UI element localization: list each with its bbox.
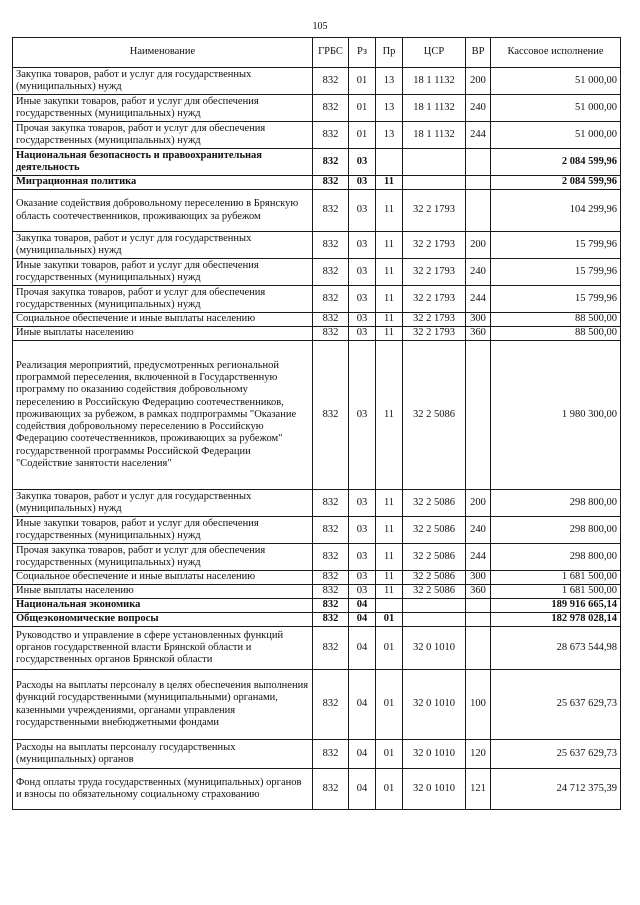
- cell-sum: 298 800,00: [491, 490, 621, 517]
- cell-pr: [376, 599, 403, 613]
- cell-sum: 2 084 599,96: [491, 176, 621, 190]
- cell-csr: 32 0 1010: [403, 627, 466, 670]
- cell-sum: 88 500,00: [491, 313, 621, 327]
- cell-pr: 11: [376, 544, 403, 571]
- cell-name: Оказание содействия добровольному переселению в Брянскую область соотечественников, проживающих за рубежом: [13, 190, 313, 232]
- cell-pr: 01: [376, 670, 403, 740]
- cell-sum: 25 637 629,73: [491, 670, 621, 740]
- cell-grbs: 832: [313, 585, 349, 599]
- cell-grbs: 832: [313, 286, 349, 313]
- header-name: Наименование: [13, 38, 313, 68]
- cell-rz: 03: [349, 544, 376, 571]
- cell-pr: 01: [376, 627, 403, 670]
- cell-pr: 01: [376, 769, 403, 810]
- cell-name: Закупка товаров, работ и услуг для государственных (муниципальных) нужд: [13, 68, 313, 95]
- cell-name: Прочая закупка товаров, работ и услуг для обеспечения государственных (муниципальных) нужд: [13, 122, 313, 149]
- table-row: [13, 259, 621, 286]
- cell-csr: 32 2 5086: [403, 585, 466, 599]
- cell-csr: 32 0 1010: [403, 670, 466, 740]
- cell-sum: 104 299,96: [491, 190, 621, 232]
- cell-sum: 25 637 629,73: [491, 740, 621, 769]
- table-row: [13, 327, 621, 341]
- cell-name: Расходы на выплаты персоналу государственных (муниципальных) органов: [13, 740, 313, 769]
- cell-vr: 244: [466, 286, 491, 313]
- cell-sum: 15 799,96: [491, 232, 621, 259]
- cell-sum: 51 000,00: [491, 95, 621, 122]
- cell-rz: 04: [349, 740, 376, 769]
- cell-rz: 03: [349, 190, 376, 232]
- cell-grbs: 832: [313, 341, 349, 490]
- cell-csr: 32 2 1793: [403, 313, 466, 327]
- cell-pr: 11: [376, 232, 403, 259]
- table-header-row: [13, 38, 621, 68]
- cell-sum: 1 681 500,00: [491, 571, 621, 585]
- cell-vr: 240: [466, 517, 491, 544]
- cell-vr: [466, 613, 491, 627]
- cell-grbs: 832: [313, 571, 349, 585]
- cell-pr: 11: [376, 341, 403, 490]
- cell-csr: 32 2 5086: [403, 571, 466, 585]
- cell-csr: 32 2 1793: [403, 232, 466, 259]
- table-row: [13, 341, 621, 490]
- cell-name: Реализация мероприятий, предусмотренных региональной программой переселения, включенной в Государственную программу по оказанию содействия добровольному переселению в Российскую Федерацию соотечественников, проживающих за рубежом, в рамках подпрограммы "Оказание содействия добровольному переселению в Российскую Федерацию соотечественников, проживающих за рубежом" государственной программы Российской Федерации "Содействие занятости населения": [13, 341, 313, 490]
- cell-pr: 11: [376, 571, 403, 585]
- cell-name: Прочая закупка товаров, работ и услуг для обеспечения государственных (муниципальных) нужд: [13, 286, 313, 313]
- header-grbs: ГРБС: [313, 38, 349, 68]
- header-vr: ВР: [466, 38, 491, 68]
- cell-name: Иные закупки товаров, работ и услуг для обеспечения государственных (муниципальных) нужд: [13, 259, 313, 286]
- cell-vr: 300: [466, 571, 491, 585]
- table-row: [13, 544, 621, 571]
- table-row: [13, 740, 621, 769]
- cell-grbs: 832: [313, 544, 349, 571]
- cell-grbs: 832: [313, 176, 349, 190]
- cell-grbs: 832: [313, 232, 349, 259]
- cell-sum: 28 673 544,98: [491, 627, 621, 670]
- cell-name: Фонд оплаты труда государственных (муниципальных) органов и взносы по обязательному социальному страхованию: [13, 769, 313, 810]
- cell-vr: [466, 627, 491, 670]
- table-row: [13, 769, 621, 810]
- cell-pr: 11: [376, 490, 403, 517]
- cell-vr: 300: [466, 313, 491, 327]
- cell-grbs: 832: [313, 627, 349, 670]
- cell-vr: [466, 341, 491, 490]
- cell-sum: 1 681 500,00: [491, 585, 621, 599]
- cell-pr: 11: [376, 190, 403, 232]
- cell-pr: 13: [376, 122, 403, 149]
- cell-sum: 182 978 028,14: [491, 613, 621, 627]
- header-sum: Кассовое исполнение: [491, 38, 621, 68]
- cell-rz: 03: [349, 259, 376, 286]
- table-row: [13, 599, 621, 613]
- cell-rz: 03: [349, 313, 376, 327]
- cell-vr: 240: [466, 95, 491, 122]
- cell-csr: 32 2 5086: [403, 490, 466, 517]
- cell-grbs: 832: [313, 769, 349, 810]
- cell-rz: 03: [349, 517, 376, 544]
- cell-name: Расходы на выплаты персоналу в целях обеспечения выполнения функций государственными (муниципальными) органами, казенными учреждениями, органами управления государственными внебюджетными фондами: [13, 670, 313, 740]
- cell-rz: 03: [349, 490, 376, 517]
- cell-rz: 04: [349, 670, 376, 740]
- cell-csr: 32 2 1793: [403, 327, 466, 341]
- cell-sum: 15 799,96: [491, 259, 621, 286]
- cell-sum: 2 084 599,96: [491, 149, 621, 176]
- cell-csr: 32 0 1010: [403, 769, 466, 810]
- cell-vr: [466, 149, 491, 176]
- cell-grbs: 832: [313, 190, 349, 232]
- cell-vr: [466, 190, 491, 232]
- table-body: [13, 68, 621, 810]
- cell-rz: 03: [349, 176, 376, 190]
- cell-rz: 04: [349, 599, 376, 613]
- cell-vr: [466, 599, 491, 613]
- cell-name: Общеэкономические вопросы: [13, 613, 313, 627]
- table-row: [13, 313, 621, 327]
- cell-pr: 11: [376, 259, 403, 286]
- cell-pr: 11: [376, 286, 403, 313]
- cell-pr: 11: [376, 517, 403, 544]
- cell-name: Иные закупки товаров, работ и услуг для обеспечения государственных (муниципальных) нужд: [13, 517, 313, 544]
- table-row: [13, 585, 621, 599]
- cell-name: Социальное обеспечение и иные выплаты населению: [13, 313, 313, 327]
- table-row: [13, 176, 621, 190]
- header-rz: Рз: [349, 38, 376, 68]
- cell-csr: 32 0 1010: [403, 740, 466, 769]
- cell-rz: 04: [349, 613, 376, 627]
- cell-vr: 200: [466, 68, 491, 95]
- cell-csr: 32 2 1793: [403, 286, 466, 313]
- cell-name: Руководство и управление в сфере установленных функций органов государственной власти Брянской области и государственных органов Брянской области: [13, 627, 313, 670]
- cell-name: Национальная экономика: [13, 599, 313, 613]
- cell-grbs: 832: [313, 599, 349, 613]
- cell-grbs: 832: [313, 517, 349, 544]
- cell-csr: 18 1 1132: [403, 95, 466, 122]
- cell-sum: 88 500,00: [491, 327, 621, 341]
- cell-csr: [403, 149, 466, 176]
- cell-rz: 03: [349, 571, 376, 585]
- cell-pr: 01: [376, 740, 403, 769]
- cell-grbs: 832: [313, 122, 349, 149]
- cell-sum: 1 980 300,00: [491, 341, 621, 490]
- cell-grbs: 832: [313, 149, 349, 176]
- cell-vr: 121: [466, 769, 491, 810]
- header-pr: Пр: [376, 38, 403, 68]
- cell-csr: 32 2 1793: [403, 259, 466, 286]
- cell-vr: 244: [466, 122, 491, 149]
- cell-rz: 03: [349, 232, 376, 259]
- cell-grbs: 832: [313, 313, 349, 327]
- table-row: [13, 286, 621, 313]
- cell-name: Иные выплаты населению: [13, 327, 313, 341]
- cell-rz: 03: [349, 585, 376, 599]
- table-row: [13, 670, 621, 740]
- cell-sum: 189 916 665,14: [491, 599, 621, 613]
- cell-vr: [466, 176, 491, 190]
- table-row: [13, 122, 621, 149]
- cell-sum: 298 800,00: [491, 544, 621, 571]
- cell-csr: 32 2 5086: [403, 544, 466, 571]
- cell-pr: [376, 149, 403, 176]
- table-row: [13, 517, 621, 544]
- table-row: [13, 627, 621, 670]
- table-row: [13, 95, 621, 122]
- cell-rz: 03: [349, 341, 376, 490]
- cell-csr: 32 2 1793: [403, 190, 466, 232]
- cell-vr: 200: [466, 490, 491, 517]
- table-row: [13, 232, 621, 259]
- cell-rz: 04: [349, 769, 376, 810]
- cell-grbs: 832: [313, 740, 349, 769]
- cell-sum: 15 799,96: [491, 286, 621, 313]
- table-row: [13, 149, 621, 176]
- cell-sum: 298 800,00: [491, 517, 621, 544]
- cell-grbs: 832: [313, 259, 349, 286]
- cell-name: Социальное обеспечение и иные выплаты населению: [13, 571, 313, 585]
- table-row: [13, 190, 621, 232]
- cell-vr: 360: [466, 327, 491, 341]
- cell-csr: [403, 176, 466, 190]
- cell-csr: 32 2 5086: [403, 341, 466, 490]
- cell-name: Прочая закупка товаров, работ и услуг для обеспечения государственных (муниципальных) нужд: [13, 544, 313, 571]
- cell-csr: 18 1 1132: [403, 122, 466, 149]
- cell-csr: 32 2 5086: [403, 517, 466, 544]
- cell-grbs: 832: [313, 490, 349, 517]
- cell-name: Национальная безопасность и правоохранительная деятельность: [13, 149, 313, 176]
- cell-sum: 24 712 375,39: [491, 769, 621, 810]
- cell-csr: [403, 613, 466, 627]
- cell-rz: 01: [349, 68, 376, 95]
- cell-grbs: 832: [313, 327, 349, 341]
- cell-vr: 240: [466, 259, 491, 286]
- cell-vr: 244: [466, 544, 491, 571]
- cell-vr: 120: [466, 740, 491, 769]
- cell-rz: 03: [349, 149, 376, 176]
- cell-grbs: 832: [313, 670, 349, 740]
- cell-pr: 11: [376, 313, 403, 327]
- cell-rz: 03: [349, 286, 376, 313]
- table-row: [13, 490, 621, 517]
- table-row: [13, 571, 621, 585]
- cell-grbs: 832: [313, 68, 349, 95]
- cell-pr: 11: [376, 327, 403, 341]
- cell-vr: 200: [466, 232, 491, 259]
- budget-table: [12, 37, 621, 810]
- page-number: 105: [312, 21, 328, 32]
- header-csr: ЦСР: [403, 38, 466, 68]
- cell-name: Закупка товаров, работ и услуг для государственных (муниципальных) нужд: [13, 490, 313, 517]
- cell-name: Иные выплаты населению: [13, 585, 313, 599]
- cell-name: Закупка товаров, работ и услуг для государственных (муниципальных) нужд: [13, 232, 313, 259]
- cell-csr: 18 1 1132: [403, 68, 466, 95]
- cell-name: Миграционная политика: [13, 176, 313, 190]
- cell-pr: 11: [376, 176, 403, 190]
- cell-pr: 13: [376, 68, 403, 95]
- cell-sum: 51 000,00: [491, 122, 621, 149]
- cell-vr: 360: [466, 585, 491, 599]
- cell-name: Иные закупки товаров, работ и услуг для обеспечения государственных (муниципальных) нужд: [13, 95, 313, 122]
- cell-pr: 01: [376, 613, 403, 627]
- cell-rz: 04: [349, 627, 376, 670]
- cell-rz: 01: [349, 95, 376, 122]
- cell-rz: 01: [349, 122, 376, 149]
- table-row: [13, 68, 621, 95]
- cell-sum: 51 000,00: [491, 68, 621, 95]
- cell-pr: 13: [376, 95, 403, 122]
- cell-rz: 03: [349, 327, 376, 341]
- cell-pr: 11: [376, 585, 403, 599]
- cell-grbs: 832: [313, 95, 349, 122]
- cell-grbs: 832: [313, 613, 349, 627]
- table-row: [13, 613, 621, 627]
- cell-vr: 100: [466, 670, 491, 740]
- cell-csr: [403, 599, 466, 613]
